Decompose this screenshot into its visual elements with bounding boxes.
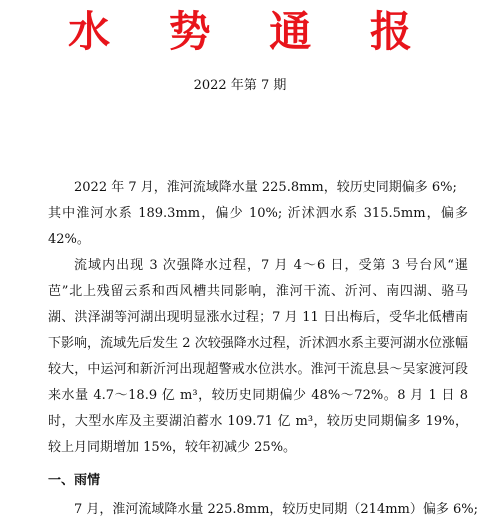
issue-number: 2022 年第 7 期	[193, 78, 287, 93]
rain-paragraph-first-line: 7 月，淮河流域降水量 225.8mm，较历史同期（214mm）偏多 6%;	[74, 502, 479, 517]
summary-section	[48, 175, 468, 461]
summary-paragraph-1-line-2: 其中淮河水系 189.3mm，偏少 10%; 沂沭泗水系 315.5mm，偏多 42%。	[48, 206, 468, 247]
summary-paragraph-1-line-1: 2022 年 7 月，淮河流域降水量 225.8mm，较历史同期偏多 6%;	[74, 180, 457, 195]
summary-paragraph-2: 流域内出现 3 次强降水过程，7 月 4～6 日，受第 3 号台风“暹芭”北上残留云系和西风槽共同影响，淮河干流、沂河、南四湖、骆马湖、洪泽湖等河湖出现明显涨水过程；7 月 11 日出梅后，受华北低槽南下影响，流域先后发生 2 次较强降水过程，沂沭泗水系主要河湖水位涨幅较大，中运河和新沂河出现超警戒水位洪水。淮河干流息县～吴家渡河段来水量 4.7～18.9 亿 m³，较历史同期偏少 48%～72%。8 月 1 日 8 时，大型水库及主要湖泊蓄水 109.71 亿 m³，较历史同期偏多 19%，较上月同期增加 15%，较年初减少 25%。	[48, 258, 468, 455]
section-heading-rain: 一、雨情	[48, 473, 101, 488]
bulletin-title: 水 势 通 报	[68, 7, 434, 56]
